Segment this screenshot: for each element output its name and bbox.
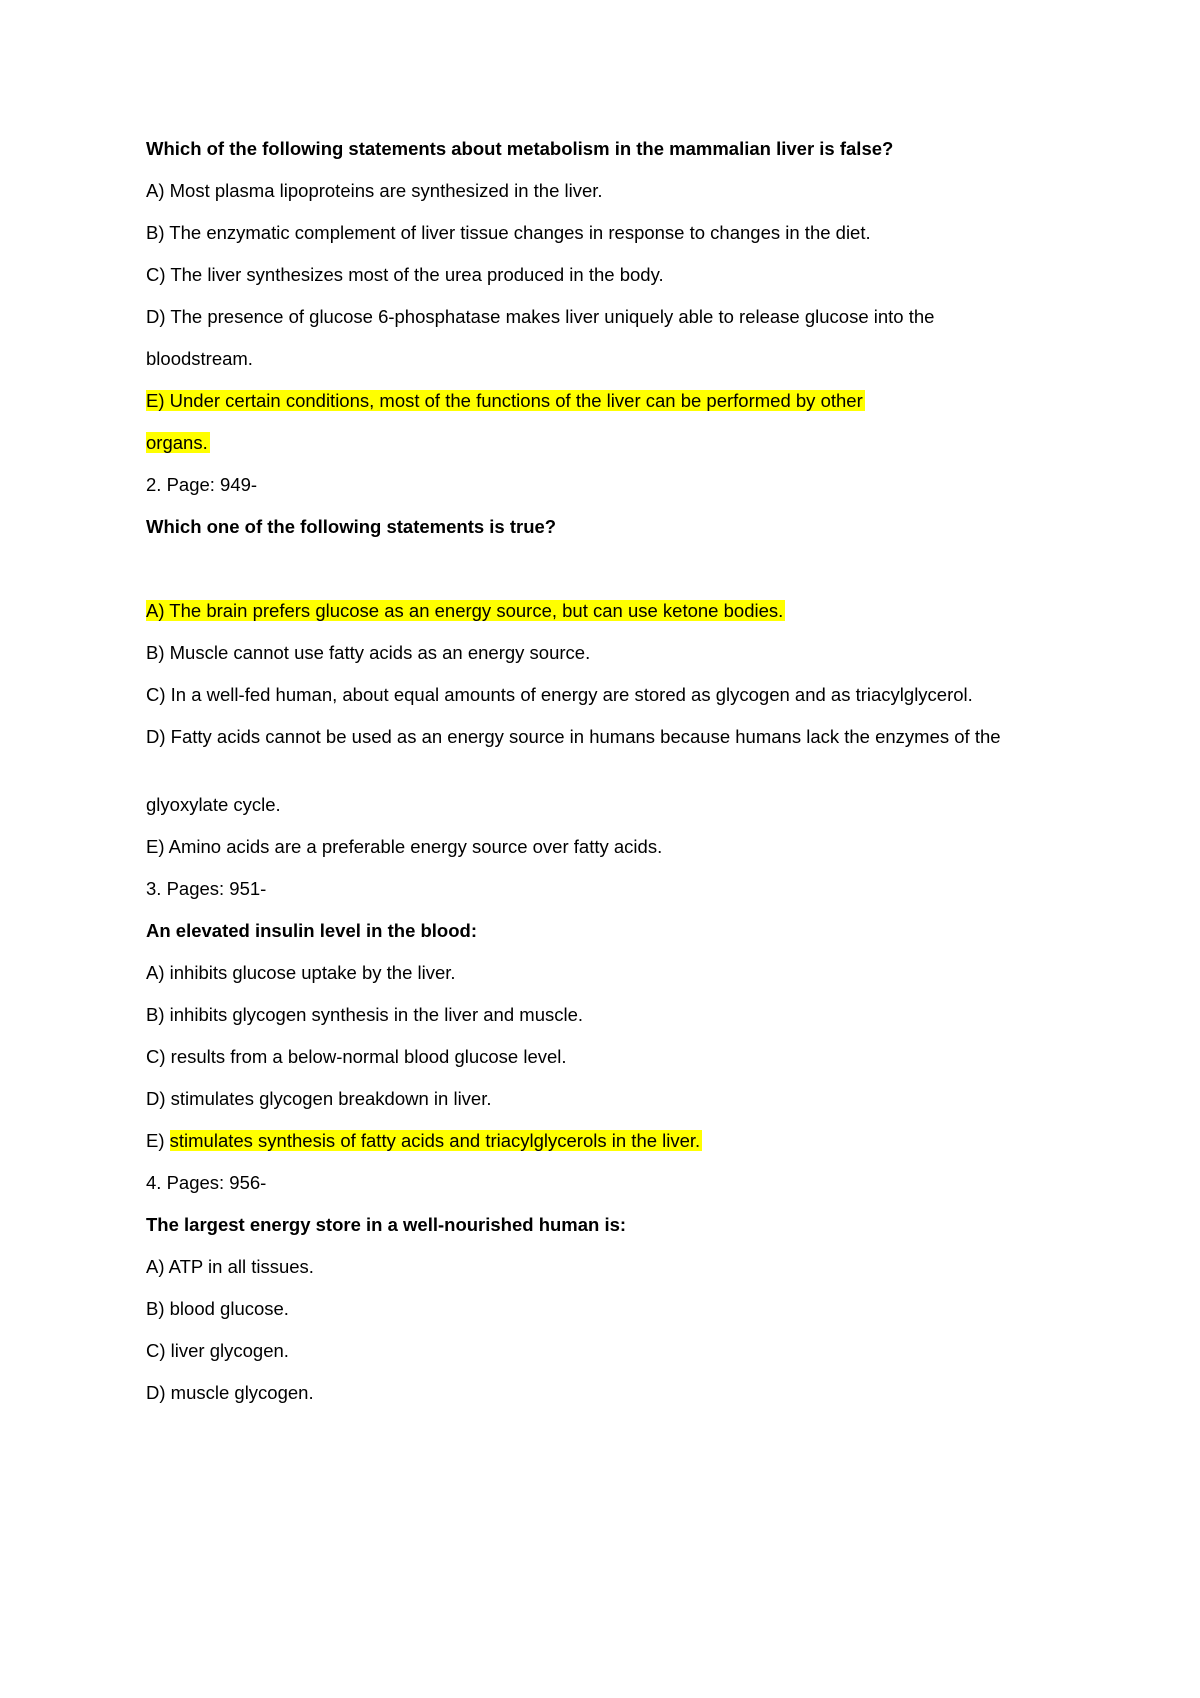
q3-page-ref: 3. Pages: 951-	[146, 878, 267, 899]
q4-option-d: D) muscle glycogen.	[146, 1382, 314, 1403]
q2-option-d-line2: glyoxylate cycle.	[146, 794, 281, 815]
q1-option-d-line1: D) The presence of glucose 6-phosphatase makes liver uniquely able to release glucose into the	[146, 306, 935, 327]
question-1-text: Which of the following statements about metabolism in the mammalian liver is false?	[146, 138, 894, 159]
q3-option-d: D) stimulates glycogen breakdown in liver.	[146, 1088, 492, 1109]
q4-option-c: C) liver glycogen.	[146, 1340, 289, 1361]
q2-option-b: B) Muscle cannot use fatty acids as an energy source.	[146, 642, 591, 663]
q3-option-e-prefix: E)	[146, 1130, 170, 1151]
question-3-text: An elevated insulin level in the blood:	[146, 920, 477, 941]
q2-page-ref: 2. Page: 949-	[146, 474, 258, 495]
q3-option-b: B) inhibits glycogen synthesis in the liver and muscle.	[146, 1004, 584, 1025]
q1-option-c: C) The liver synthesizes most of the urea produced in the body.	[146, 264, 664, 285]
q2-option-d-line1: D) Fatty acids cannot be used as an energy source in humans because humans lack the enzymes of the	[146, 726, 1001, 747]
q4-option-a: A) ATP in all tissues.	[146, 1256, 314, 1277]
q2-option-a-highlighted: A) The brain prefers glucose as an energy source, but can use ketone bodies.	[146, 600, 784, 621]
q4-option-b: B) blood glucose.	[146, 1298, 289, 1319]
q4-page-ref: 4. Pages: 956-	[146, 1172, 267, 1193]
q1-option-a: A) Most plasma lipoproteins are synthesized in the liver.	[146, 180, 603, 201]
q2-option-c: C) In a well-fed human, about equal amounts of energy are stored as glycogen and as triacylglycerol.	[146, 684, 973, 705]
q3-option-a: A) inhibits glucose uptake by the liver.	[146, 962, 456, 983]
q1-option-d-line2: bloodstream.	[146, 348, 253, 369]
q3-option-e	[146, 1129, 702, 1153]
q2-option-e: E) Amino acids are a preferable energy source over fatty acids.	[146, 836, 663, 857]
question-2-text: Which one of the following statements is true?	[146, 516, 557, 537]
q1-option-e-line1-highlighted: E) Under certain conditions, most of the functions of the liver can be performed by other	[146, 390, 863, 411]
question-4-text: The largest energy store in a well-nourished human is:	[146, 1214, 627, 1235]
q3-option-c: C) results from a below-normal blood glucose level.	[146, 1046, 567, 1067]
q1-option-b: B) The enzymatic complement of liver tissue changes in response to changes in the diet.	[146, 222, 871, 243]
q1-option-e-line2-highlighted: organs.	[146, 432, 208, 453]
q3-option-e-highlighted: stimulates synthesis of fatty acids and triacylglycerols in the liver.	[169, 1130, 701, 1151]
